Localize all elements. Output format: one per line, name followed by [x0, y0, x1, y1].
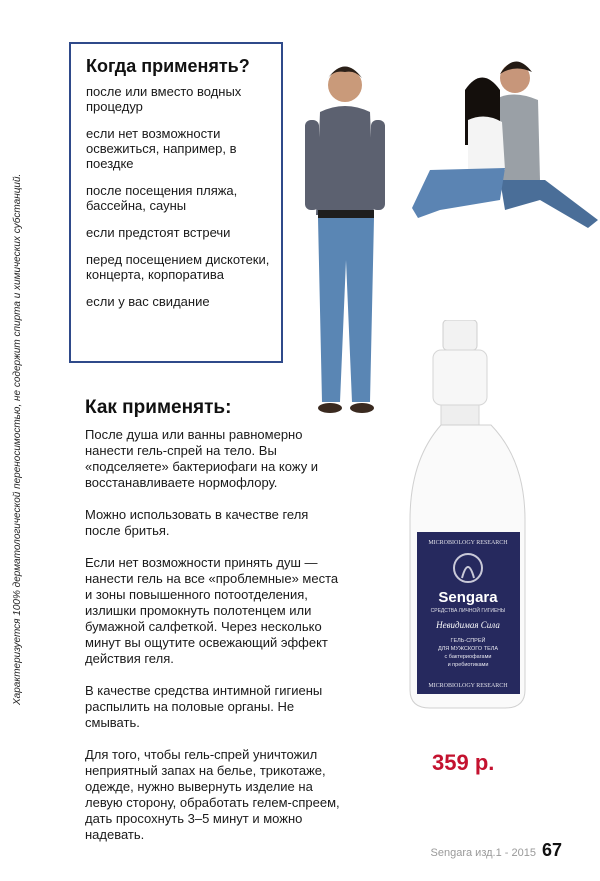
how-text	[85, 427, 345, 859]
label-top-text: MICROBIOLOGY RESEARCH	[428, 540, 508, 546]
price: 359 р.	[432, 750, 495, 775]
how-paragraph: В качестве средства интимной гигиены распылить на половые органы. Не смывать.	[85, 683, 323, 730]
product-line-text: СРЕДСТВА ЛИЧНОЙ ГИГИЕНЫ	[430, 608, 506, 614]
desc-text: и пребиотиками	[447, 662, 489, 668]
list-item: если у вас свидание	[86, 294, 210, 309]
list-item: перед посещением дискотеки, концерта, корпоратива	[86, 252, 270, 282]
desc-text: с бактериофагами	[444, 654, 492, 660]
product-name-text: Невидимая Сила	[436, 620, 500, 630]
page-footer	[431, 840, 562, 861]
when-title: Когда применять?	[86, 56, 250, 76]
desc-text: ДЛЯ МУЖСКОГО ТЕЛА	[437, 646, 499, 652]
desc-text: ГЕЛЬ-СПРЕЙ	[450, 638, 486, 644]
couple	[412, 61, 598, 228]
how-paragraph: После душа или ванны равномерно нанести гель-спрей на тело. Вы «подселяете» бактериофаги на кожу и восстанавливаете нормофлору.	[85, 427, 319, 490]
how-paragraph: Если нет возможности принять душ — нанести гель на все «проблемные» места и зоны повышенного потоотделения, излишки промокнуть полотенцем или бумажной салфеткой. Через несколько минут вы ощутите освежающий эффект действия геля.	[85, 555, 339, 666]
list-item: если предстоят встречи	[86, 225, 231, 240]
how-paragraph: Для того, чтобы гель-спрей уничтожил неприятный запах на белье, трикотаже, одежде, нужно вывернуть изделие на левую сторону, обработать гелем-спреем, дать просохнуть 3–5 минут и можно надевать.	[85, 747, 340, 842]
standing-man	[305, 67, 385, 414]
how-paragraph: Можно использовать в качестве геля после бритья.	[85, 507, 309, 538]
page-number: 67	[541, 840, 562, 860]
side-note: Характеризуется 100% дерматологической переносимостью, не содержит спирта и химических субстанций.	[12, 173, 23, 705]
list-item: после посещения пляжа, бассейна, сауны	[86, 183, 238, 213]
list-item: если нет возможности освежиться, например, в поездке	[86, 126, 237, 171]
when-to-use-box	[69, 42, 283, 363]
issue-label: Sengara изд.1 - 2015	[430, 847, 536, 859]
when-list	[86, 84, 271, 309]
product-bottle	[405, 320, 530, 710]
brand-text: Sengara	[438, 589, 498, 606]
list-item: после или вместо водных процедур	[86, 84, 242, 114]
how-title: Как применять:	[85, 397, 232, 418]
label-bottom-text: MICROBIOLOGY RESEARCH	[428, 683, 508, 689]
